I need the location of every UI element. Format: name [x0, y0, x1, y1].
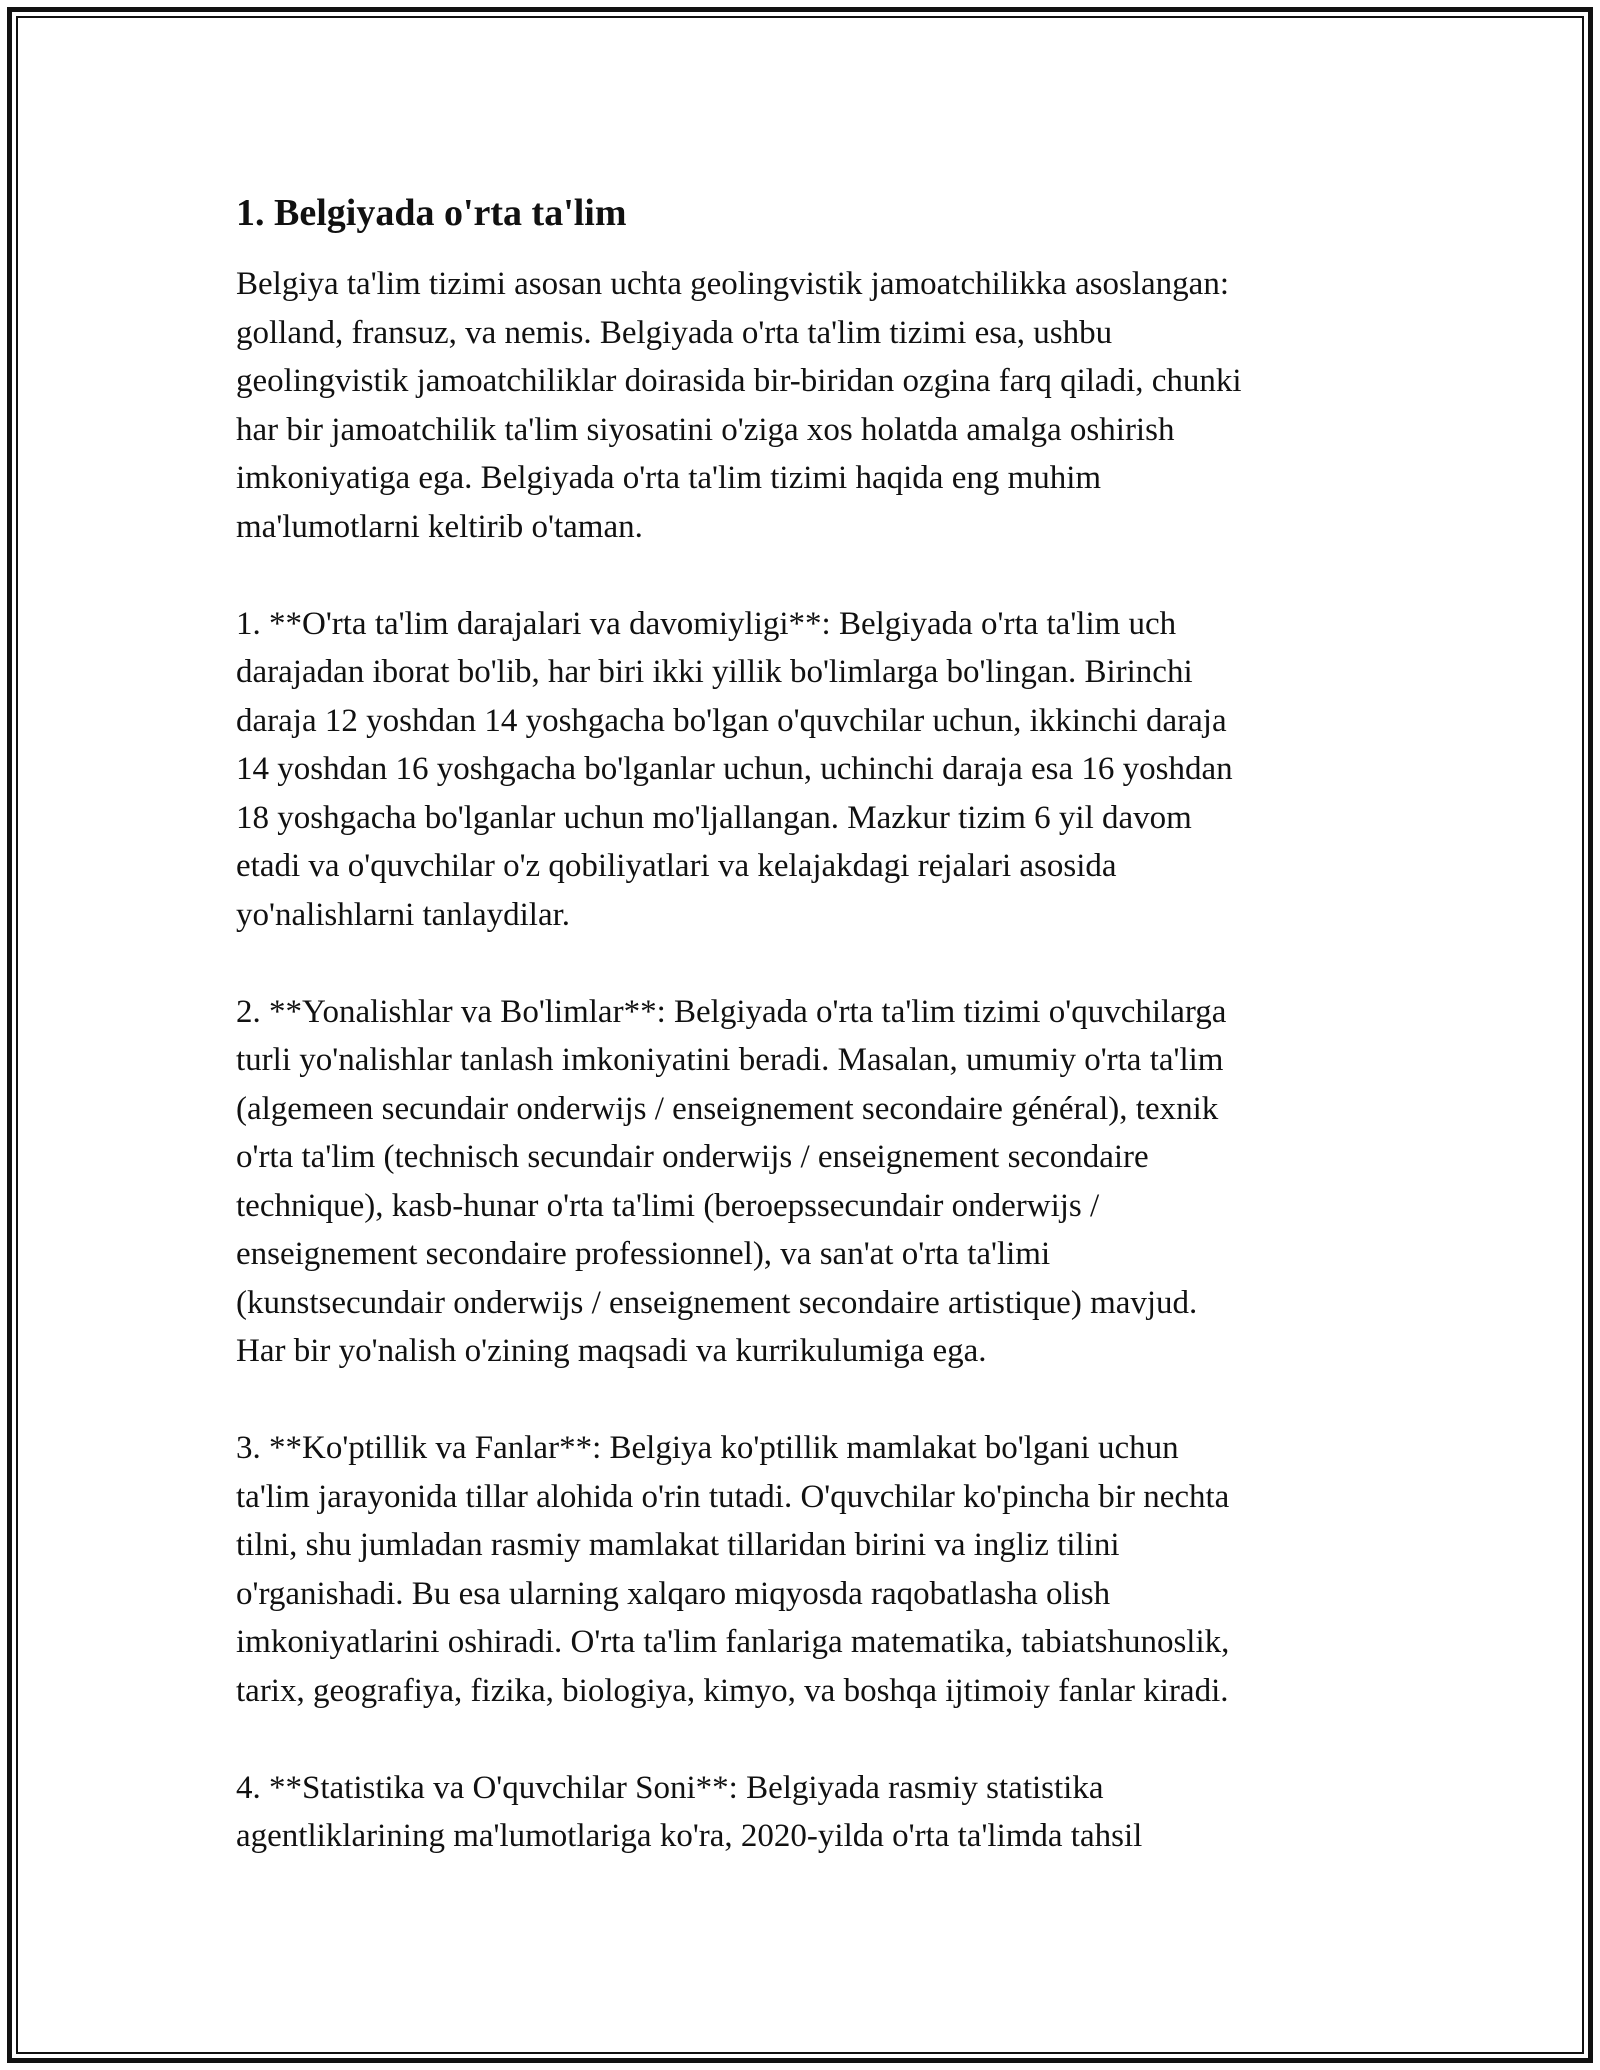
paragraph-item-1: 1. **O'rta ta'lim darajalari va davomiyligi**: Belgiyada o'rta ta'lim uch darajadan iborat bo'lib, har biri ikki yillik bo'limlarga bo'lingan. Birinchi daraja 12 yoshdan 14 yoshgacha bo'lgan o'quvchilar uchun, ikkinchi daraja 14 yoshdan 16 yoshgacha bo'lganlar uchun, uchinchi daraja esa 16 yoshdan 18 yoshgacha bo'lganlar uchun mo'ljallangan. Mazkur tizim 6 yil davom etadi va o'quvchilar o'z qobiliyatlari va kelajakdagi rejalari asosida yo'nalishlarni tanlaydilar.	[236, 605, 1233, 933]
paragraph-intro: Belgiya ta'lim tizimi asosan uchta geolingvistik jamoatchilikka asoslangan: golland, fransuz, va nemis. Belgiyada o'rta ta'lim tizimi esa, ushbu geolingvistik jamoatchiliklar doirasida bir-biridan ozgina farq qiladi, chunki har bir jamoatchilik ta'lim siyosatini o'ziga xos holatda amalga oshirish imkoniyatiga ega. Belgiyada o'rta ta'lim tizimi haqida eng muhim ma'lumotlarni keltirib o'taman.	[236, 266, 1242, 545]
paragraph-item-3: 3. **Ko'ptillik va Fanlar**: Belgiya ko'ptillik mamlakat bo'lgani uchun ta'lim jarayonida tillar alohida o'rin tutadi. O'quvchilar ko'pincha bir nechta tilni, shu jumladan rasmiy mamlakat tillaridan birini va ingliz tilini o'rganishadi. Bu esa ularning xalqaro miqyosda raqobatlasha olish imkoniyatlarini oshiradi. O'rta ta'lim fanlariga matematika, tabiatshunoslik, tarix, geografiya, fizika, biologiya, kimyo, va boshqa ijtimoiy fanlar kiradi.	[236, 1430, 1230, 1709]
document-body	[236, 186, 1366, 1861]
section-heading: 1. Belgiyada o'rta ta'lim	[236, 192, 627, 234]
paragraph-item-2: 2. **Yonalishlar va Bo'limlar**: Belgiyada o'rta ta'lim tizimi o'quvchilarga turli yo'nalishlar tanlash imkoniyatini beradi. Masalan, umumiy o'rta ta'lim (algemeen secundair onderwijs / enseignement secondaire général), texnik o'rta ta'lim (technisch secundair onderwijs / enseignement secondaire technique), kasb-hunar o'rta ta'limi (beroepssecundair onderwijs / enseignement secondaire professionnel), va san'at o'rta ta'limi (kunstsecundair onderwijs / enseignement secondaire artistique) mavjud. Har bir yo'nalish o'zining maqsadi va kurrikulumiga ega.	[236, 993, 1227, 1369]
paragraph-item-4: 4. **Statistika va O'quvchilar Soni**: Belgiyada rasmiy statistika agentliklarining ma'lumotlariga ko'ra, 2020-yilda o'rta ta'limda tahsil	[236, 1769, 1143, 1854]
